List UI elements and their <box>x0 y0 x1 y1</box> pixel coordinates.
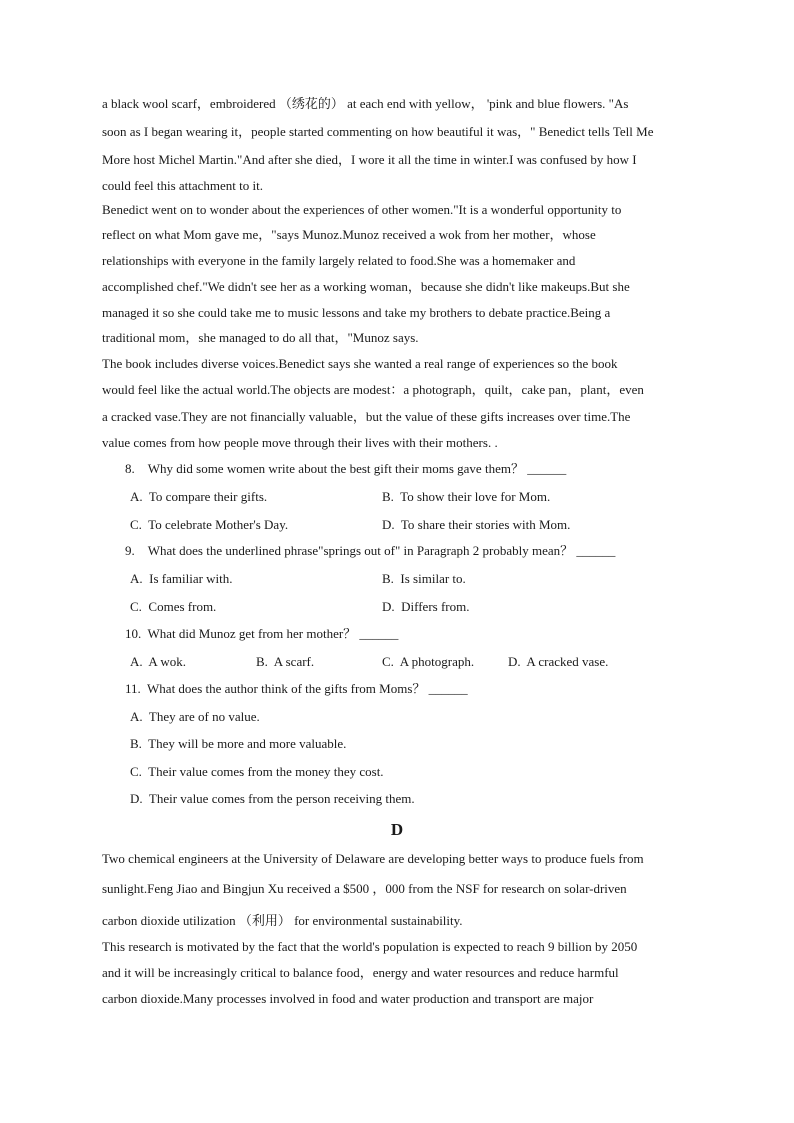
passage-line: carbon dioxide utilization （利用） for environmental sustainability. <box>102 913 463 928</box>
answer-option[interactable]: C. To celebrate Mother's Day. <box>130 517 289 532</box>
passage-line: traditional mom，she managed to do all that，"Munoz says. <box>102 330 419 345</box>
answer-option[interactable]: A. To compare their gifts. <box>130 489 268 504</box>
passage-line: Benedict went on to wonder about the experiences of other women."It is a wonderful opportunity to <box>102 202 622 217</box>
answer-option[interactable]: D. Differs from. <box>382 599 470 614</box>
passage-line: reflect on what Mom gave me，"says Munoz.Munoz received a wok from her mother，whose <box>102 227 596 242</box>
answer-option[interactable]: D. A cracked vase. <box>508 654 609 669</box>
passage-line: could feel this attachment to it. <box>102 178 264 193</box>
question-stem: 11. What does the author think of the gifts from Moms？ ______ <box>125 681 468 696</box>
passage-line: managed it so she could take me to music lessons and take my brothers to debate practice.Being a <box>102 305 611 320</box>
passage-line: soon as I began wearing it，people started commenting on how beautiful it was，" Benedict tells Tell Me <box>102 124 654 139</box>
passage-line: would feel like the actual world.The objects are modest：a photograph，quilt，cake pan，plant，even <box>102 382 644 397</box>
section-heading: D <box>390 820 404 839</box>
passage-line: This research is motivated by the fact that the world's population is expected to reach 9 billion by 2050 <box>102 939 638 954</box>
answer-option[interactable]: A. Is familiar with. <box>130 571 233 586</box>
answer-option[interactable]: C. A photograph. <box>382 654 475 669</box>
passage-line: sunlight.Feng Jiao and Bingjun Xu received a $500 ，000 from the NSF for research on solar-driven <box>102 881 627 896</box>
answer-option[interactable]: B. To show their love for Mom. <box>382 489 551 504</box>
answer-option[interactable]: D. Their value comes from the person receiving them. <box>130 791 415 806</box>
passage-line: Two chemical engineers at the University of Delaware are developing better ways to produce fuels from <box>102 851 644 866</box>
answer-option[interactable]: B. A scarf. <box>256 654 315 669</box>
passage-line: relationships with everyone in the family largely related to food.She was a homemaker and <box>102 253 576 268</box>
passage-line: and it will be increasingly critical to balance food，energy and water resources and reduce harmful <box>102 965 619 980</box>
question-stem: 10. What did Munoz get from her mother？ ______ <box>125 626 399 641</box>
passage-line: carbon dioxide.Many processes involved in food and water production and transport are major <box>102 991 594 1006</box>
passage-line: a cracked vase.They are not financially valuable，but the value of these gifts increases over time.The <box>102 409 631 424</box>
answer-option[interactable]: B. They will be more and more valuable. <box>130 736 347 751</box>
passage-line: The book includes diverse voices.Benedict says she wanted a real range of experiences so the book <box>102 356 618 371</box>
question-stem: 9. What does the underlined phrase"springs out of" in Paragraph 2 probably mean？ ______ <box>125 543 616 558</box>
passage-line: a black wool scarf，embroidered （绣花的） at each end with yellow， 'pink and blue flowers. "As <box>102 96 629 111</box>
answer-option[interactable]: C. Comes from. <box>130 599 217 614</box>
passage-line: value comes from how people move through their lives with their mothers. . <box>102 435 498 450</box>
passage-line: accomplished chef."We didn't see her as a working woman，because she didn't like makeups.But she <box>102 279 630 294</box>
answer-option[interactable]: A. A wok. <box>130 654 186 669</box>
question-stem: 8. Why did some women write about the best gift their moms gave them？ ______ <box>125 461 567 476</box>
answer-option[interactable]: A. They are of no value. <box>130 709 260 724</box>
answer-option[interactable]: B. Is similar to. <box>382 571 466 586</box>
answer-option[interactable]: C. Their value comes from the money they cost. <box>130 764 384 779</box>
passage-line: More host Michel Martin."And after she died，I wore it all the time in winter.I was confused by how I <box>102 152 637 167</box>
answer-option[interactable]: D. To share their stories with Mom. <box>382 517 571 532</box>
